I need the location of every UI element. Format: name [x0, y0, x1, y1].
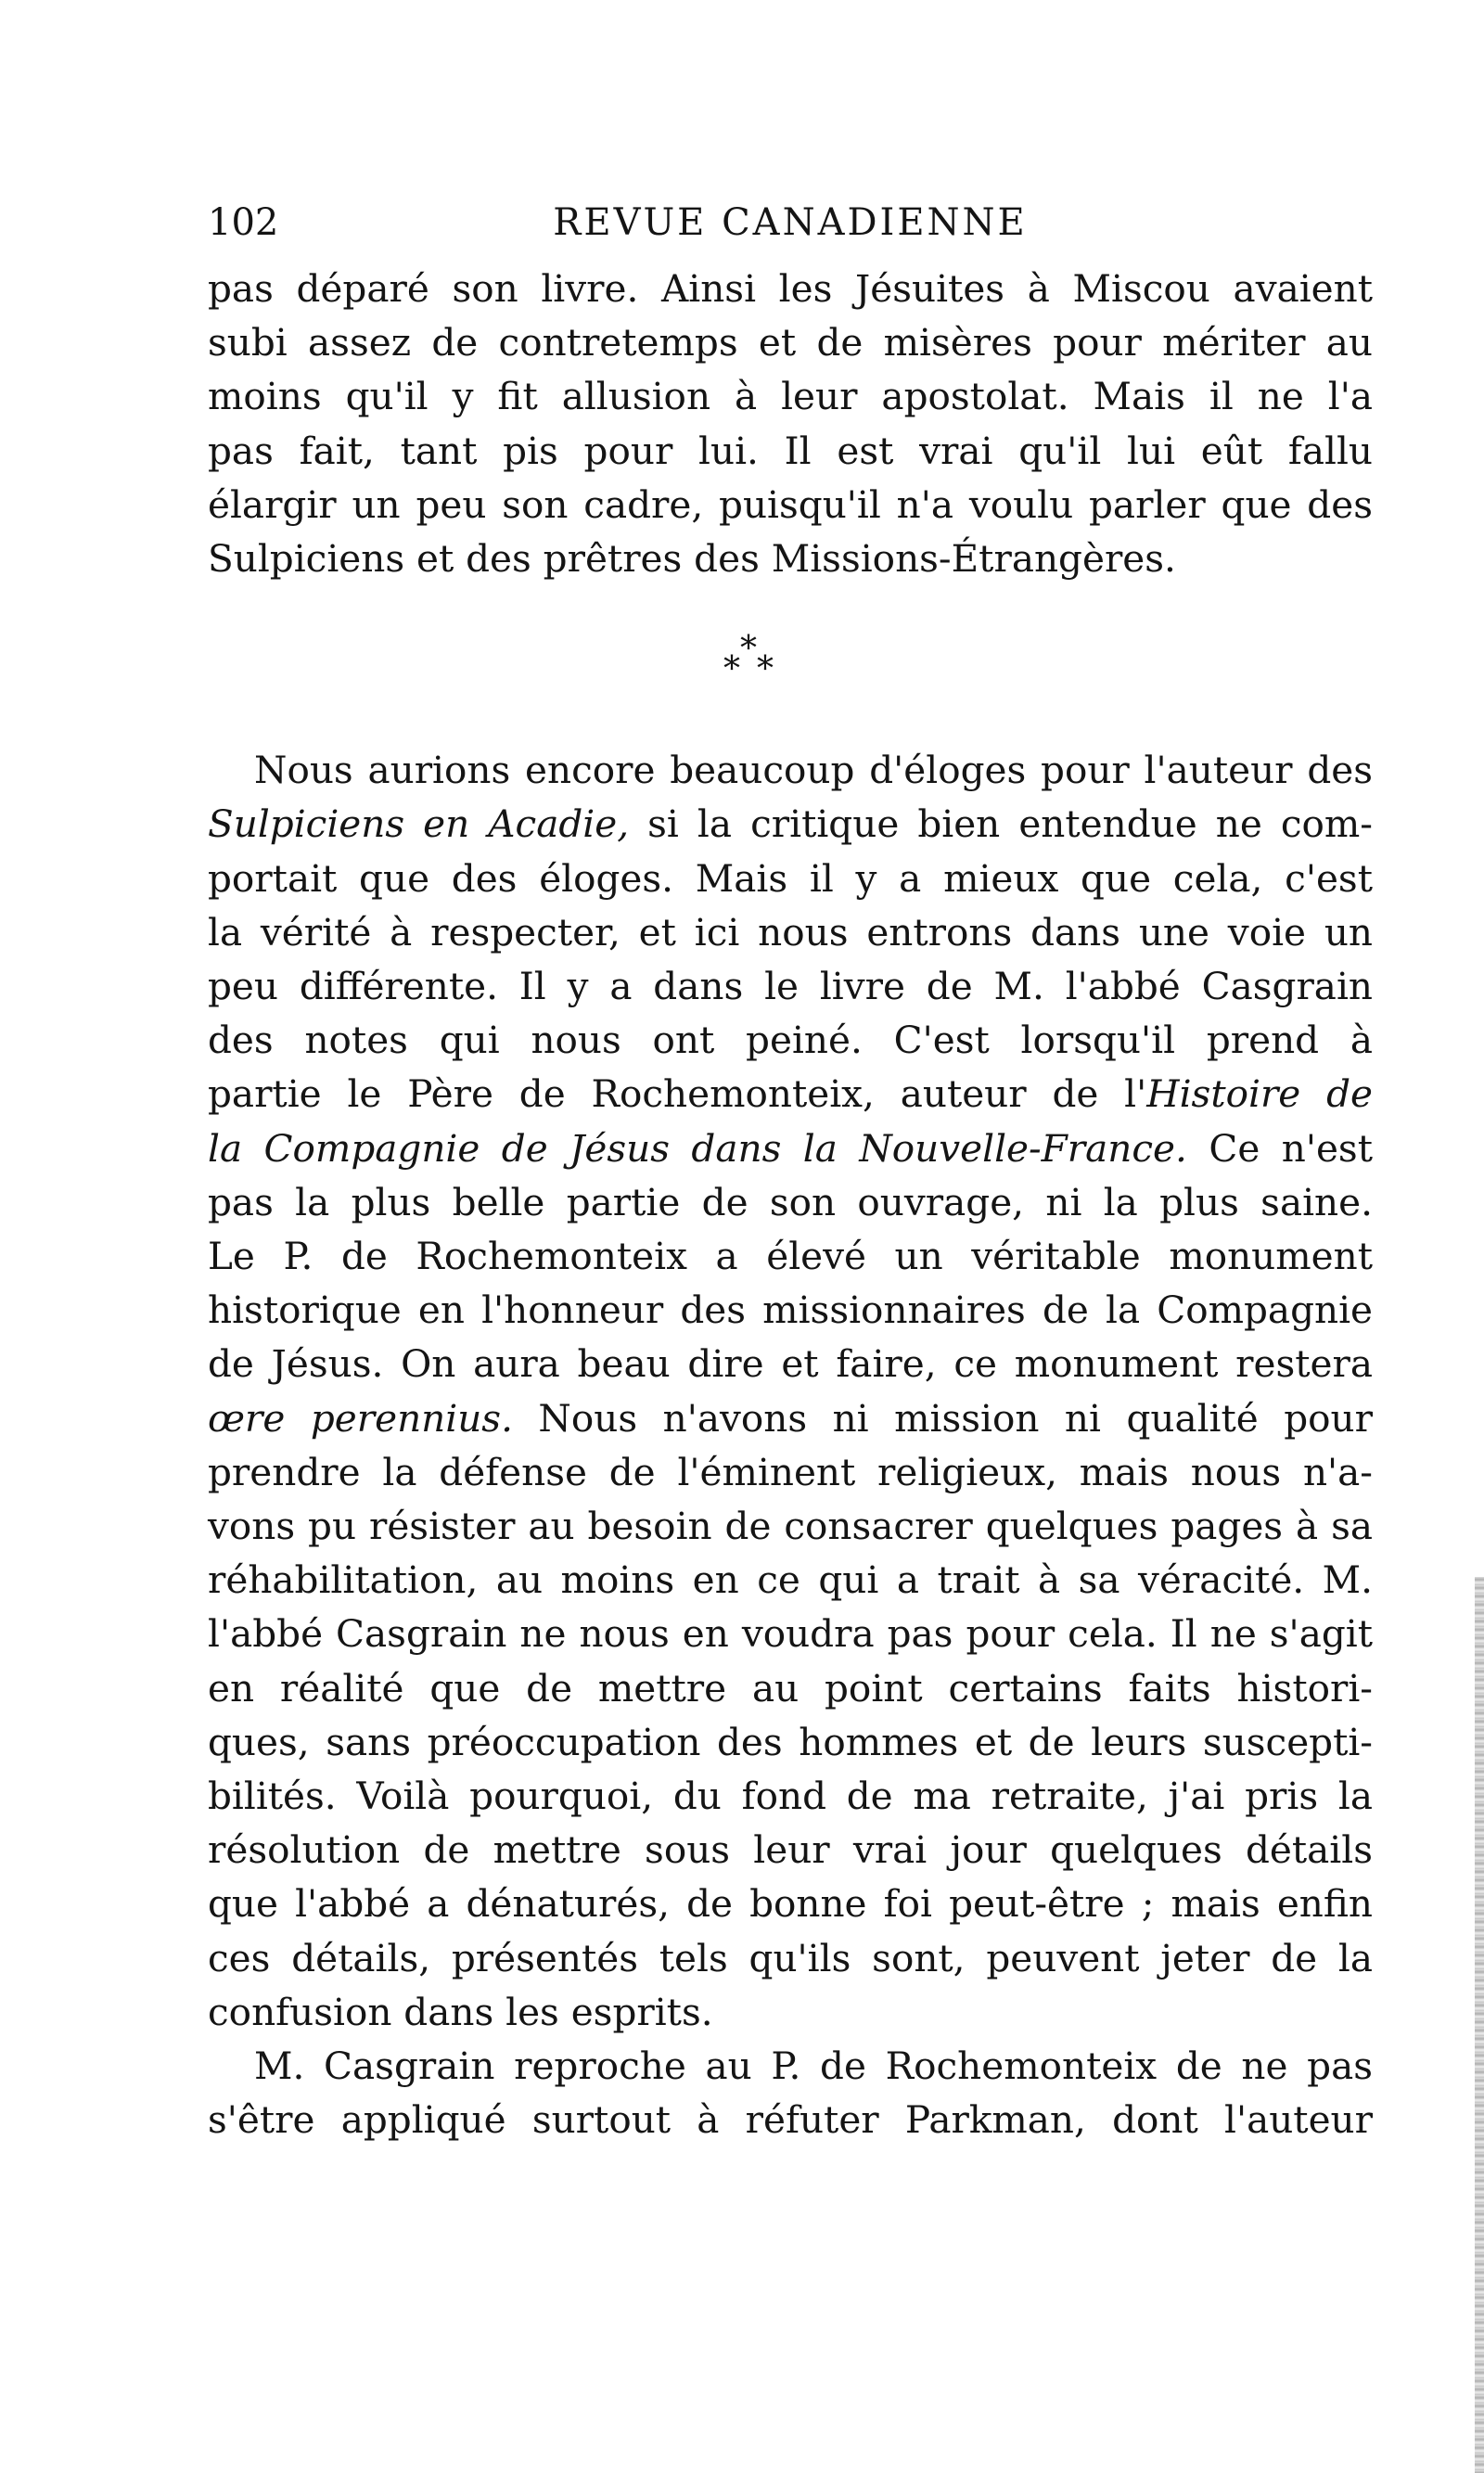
text-line: en réalité que de mettre au point certains faits histori- — [208, 1665, 1373, 1711]
text-line: que l'abbé a dénaturés, de bonne foi peut-être ; mais enfin — [208, 1881, 1373, 1927]
asterisk-top: * — [740, 630, 757, 669]
text-line: pas la plus belle partie de son ouvrage, ni la plus saine. — [208, 1179, 1373, 1224]
text-line — [208, 1391, 1373, 1445]
journal-title: REVUE CANADIENNE — [553, 201, 1028, 244]
italic-title: Sulpiciens en Acadie, — [208, 801, 630, 847]
running-head — [208, 195, 1373, 250]
text-line: Sulpiciens et des prêtres des Missions-Étrangères. — [208, 536, 1176, 582]
text-line: confusion dans les esprits. — [208, 1989, 713, 2034]
text-line: résolution de mettre sous leur vrai jour quelques détails — [208, 1827, 1373, 1873]
text-line — [208, 1067, 1373, 1121]
text-line — [208, 797, 1373, 851]
text-line: prendre la défense de l'éminent religieux, mais nous n'a- — [208, 1449, 1373, 1494]
asterisk-left: * — [723, 650, 740, 689]
text-span: Nous n'avons ni mission ni qualité pour — [512, 1395, 1373, 1441]
text-span: Ce n'est — [1186, 1125, 1373, 1171]
paragraph-continuation — [208, 262, 1373, 585]
text-line: des notes qui nous ont peiné. C'est lorsqu'il prend à — [208, 1018, 1373, 1063]
asterisk-right: * — [757, 650, 774, 689]
text-line: pas déparé son livre. Ainsi les Jésuites à Miscou avaient — [208, 266, 1373, 311]
book-page — [208, 195, 1373, 2147]
scanned-page-edge — [1475, 1577, 1484, 2473]
text-line: historique en l'honneur des missionnaires de la Compagnie — [208, 1288, 1373, 1333]
paragraph-next — [208, 2039, 1373, 2146]
italic-phrase: œre perennius. — [208, 1395, 513, 1441]
text-line: pas fait, tant pis pour lui. Il est vrai qu'il lui eût fallu — [208, 428, 1373, 473]
italic-title: la Compagnie de Jésus dans la Nouvelle-France. — [208, 1125, 1187, 1171]
text-line: subi assez de contretemps et de misères pour mériter au — [208, 320, 1373, 365]
text-line: l'abbé Casgrain ne nous en voudra pas pour cela. Il ne s'agit — [208, 1611, 1373, 1657]
text-line: élargir un peu son cadre, puisqu'il n'a voulu parler que des — [208, 481, 1373, 527]
text-line: portait que des éloges. Mais il y a mieux que cela, c'est — [208, 855, 1373, 901]
text-line: Le P. de Rochemonteix a élevé un véritable monument — [208, 1234, 1373, 1279]
text-line: de Jésus. On aura beau dire et faire, ce monument restera — [208, 1341, 1373, 1387]
text-line — [208, 1121, 1373, 1175]
text-line: vons pu résister au besoin de consacrer quelques pages à sa — [208, 1504, 1373, 1549]
text-line: réhabilitation, au moins en ce qui a trait à sa véracité. M. — [208, 1557, 1373, 1603]
text-line: moins qu'il y fit allusion à leur apostolat. Mais il ne l'a — [208, 374, 1373, 419]
text-line: la vérité à respecter, et ici nous entrons dans une voie un — [208, 909, 1373, 955]
text-line: M. Casgrain reproche au P. de Rochemonteix de ne pas — [254, 2044, 1373, 2089]
page-number: 102 — [208, 201, 279, 244]
text-line: ces détails, présentés tels qu'ils sont, peuvent jeter de la — [208, 1935, 1373, 1980]
text-line: peu différente. Il y a dans le livre de M. l'abbé Casgrain — [208, 964, 1373, 1009]
text-line: bilités. Voilà pourquoi, du fond de ma retraite, j'ai pris la — [208, 1774, 1373, 1819]
text-line: s'être appliqué surtout à réfuter Parkman, dont l'auteur — [208, 2097, 1373, 2143]
text-line: ques, sans préoccupation des hommes et de leurs suscepti- — [208, 1719, 1373, 1764]
text-span: partie le Père de Rochemonteix, auteur de l' — [208, 1071, 1147, 1117]
italic-title: Histoire de — [1146, 1071, 1373, 1117]
section-asterism — [208, 630, 1373, 695]
text-span: si la critique bien entendue ne com- — [629, 801, 1373, 847]
paragraph-main — [208, 743, 1373, 2039]
text-line: Nous aurions encore beaucoup d'éloges pour l'auteur des — [254, 748, 1373, 793]
